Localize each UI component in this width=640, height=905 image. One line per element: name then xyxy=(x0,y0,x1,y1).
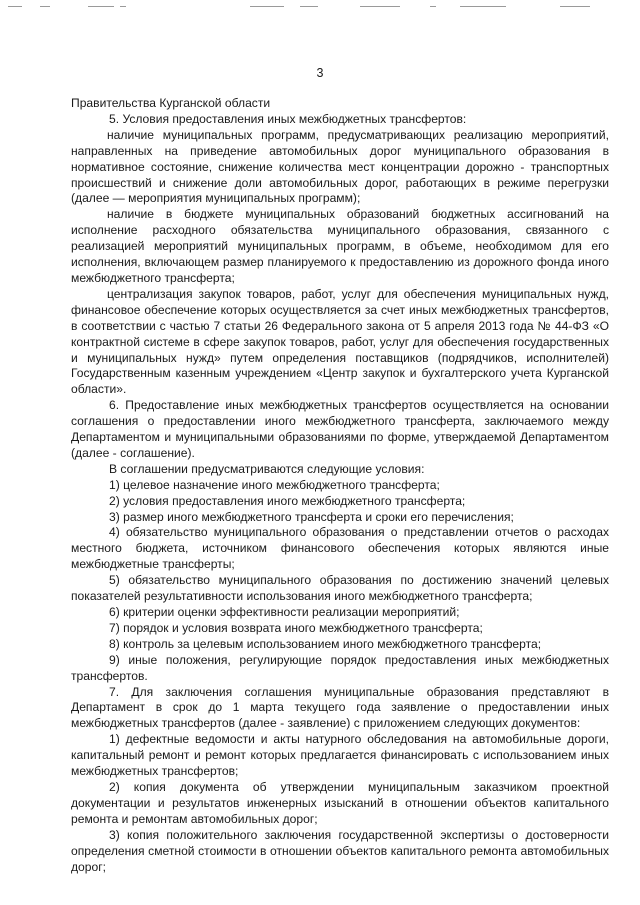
scan-edge-artifacts xyxy=(0,2,640,14)
section-5-heading: 5. Условия предоставления иных межбюджетных трансфертов: xyxy=(109,111,467,126)
section-6-paragraph: 6. Предоставление иных межбюджетных трансфертов осуществляется на основании соглашения о предоставлении иного межбюджетного трансферта, заключаемого между Департаментом и муниципальными образованиями по форме, утверждаемой Департаментом (далее - соглашение). xyxy=(71,398,609,460)
list-item: 4) обязательство муниципального образования о представлении отчетов о расходах местного бюджета, источником финансового обеспечения которых являются иные межбюджетные трансферты; xyxy=(71,525,609,572)
list-item: 2) копия документа об утверждении муниципальным заказчиком проектной документации и результатов инженерных изысканий в отношении объектов капитального ремонта и ремонтам автомобильных дорог; xyxy=(71,779,609,826)
list-item: 3) размер иного межбюджетного трансферта и сроки его перечисления; xyxy=(109,509,514,524)
paragraph-continuation: Правительства Курганской области xyxy=(71,96,271,110)
list-item: 5) обязательство муниципального образования по достижению значений целевых показателей результативности использования иного межбюджетного трансферта; xyxy=(71,573,609,604)
list-item: 9) иные положения, регулирующие порядок предоставления иных межбюджетных трансфертов. xyxy=(71,652,609,683)
list-item: 6) критерии оценки эффективности реализации мероприятий; xyxy=(109,605,460,619)
list-item: 1) целевое назначение иного межбюджетного трансферта; xyxy=(109,477,440,492)
paragraph: наличие в бюджете муниципальных образований бюджетных ассигнований на исполнение расходного обязательства муниципального образования, связанного с реализацией мероприятий муниципальных программ, в объеме, необходимом для его исполнения, включающем размер планируемого к предоставлению из дорожного фонда иного межбюджетного трансферта; xyxy=(71,207,609,285)
paragraph: централизация закупок товаров, работ, услуг для обеспечения муниципальных нужд, финансовое обеспечение которых осуществляется за счет иных межбюджетных трансфертов, в соответствии с частью 7 статьи 26 Федерального закона от 5 апреля 2013 года № 44-ФЗ «О контрактной системе в сфере закупок товаров, работ, услуг для обеспечения государственных и муниципальных нужд» путем определения поставщиков (подрядчиков, исполнителей) Государственным казенным учреждением «Центр закупок и бухгалтерского учета Курганской области». xyxy=(71,286,609,397)
list-item: 3) копия положительного заключения государственной экспертизы о достоверности определения сметной стоимости в отношении объектов капитального ремонта автомобильных дорог; xyxy=(71,827,609,874)
document-body xyxy=(71,96,609,875)
section-7-paragraph: 7. Для заключения соглашения муниципальные образования представляют в Департамент в срок до 1 марта текущего года заявление о предоставлении иных межбюджетных трансфертов (далее - заявление) с приложением следующих документов: xyxy=(71,684,609,731)
list-item: 8) контроль за целевым использованием иного межбюджетного трансферта; xyxy=(109,636,542,651)
list-item: 1) дефектные ведомости и акты натурного обследования на автомобильные дороги, капитальный ремонт и ремонт которых предлагается финансировать с использованием иных межбюджетных трансфертов; xyxy=(71,732,609,779)
list-item: 7) порядок и условия возврата иного межбюджетного трансферта; xyxy=(109,620,483,635)
page-number: 3 xyxy=(316,66,324,80)
paragraph: В соглашении предусматриваются следующие условия: xyxy=(109,461,425,476)
list-item: 2) условия предоставления иного межбюджетного трансферта; xyxy=(109,493,466,508)
paragraph: наличие муниципальных программ, предусматривающих реализацию мероприятий, направленных на приведение автомобильных дорог муниципального образования в нормативное состояние, снижение количества мест концентрации дорожно - транспортных происшествий и снижение доли автомобильных дорог, работающих в режиме перегрузки (далее — мероприятия муниципальных программ); xyxy=(71,127,609,206)
